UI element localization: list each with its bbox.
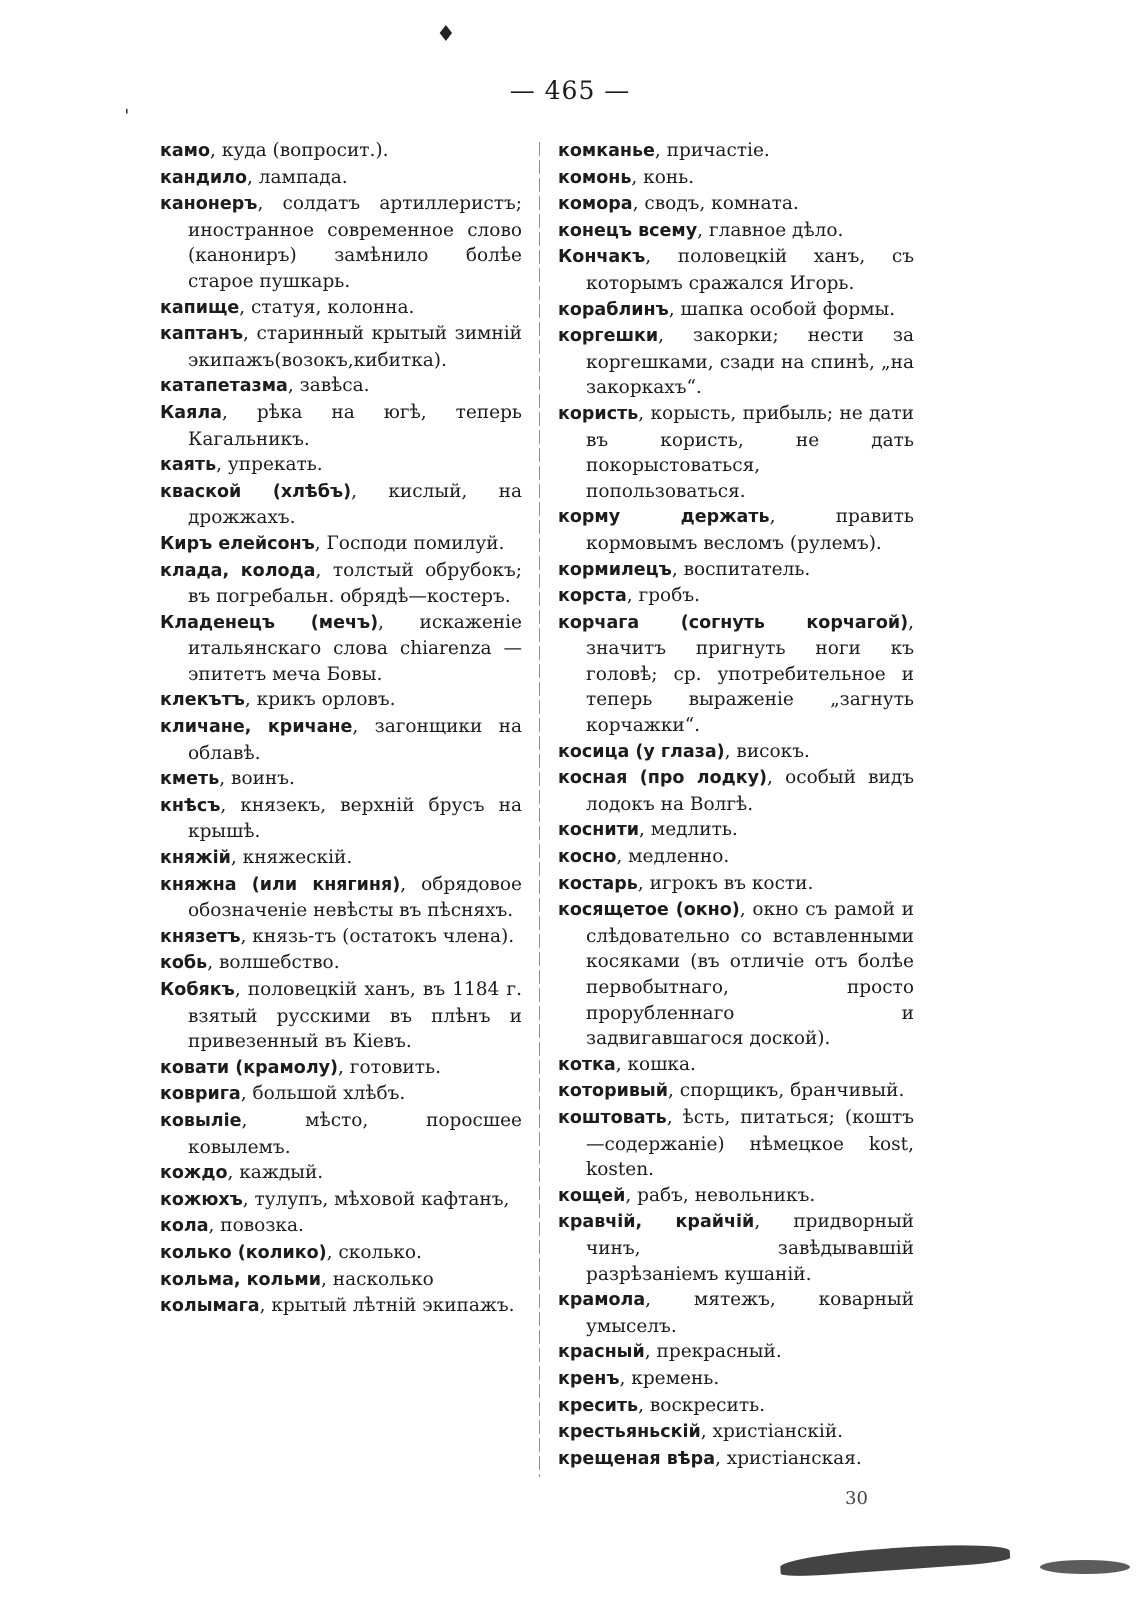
- entry-headword: клекътъ: [160, 690, 245, 711]
- ink-speck: ♦: [436, 22, 456, 47]
- entry-definition: , солдатъ артиллеристъ; иностранное современное слово (канониръ) замѣнило болѣе старое пушкарь.: [188, 193, 522, 292]
- dictionary-entry: [558, 1078, 914, 1105]
- entry-definition: , тулупъ, мѣховой кафтанъ,: [242, 1188, 510, 1210]
- entry-headword: косящетое (окно): [558, 900, 740, 921]
- dictionary-entry: [160, 452, 522, 479]
- dictionary-entry: [160, 1240, 522, 1267]
- entry-definition: , завѣса.: [287, 375, 370, 397]
- dictionary-entry: [160, 977, 522, 1055]
- entry-headword: кола: [160, 1216, 209, 1237]
- entry-definition: , христіанская.: [715, 1447, 862, 1469]
- entry-headword: конецъ всему: [558, 220, 698, 241]
- entry-definition: , воинъ.: [219, 768, 295, 790]
- entry-headword: красный: [558, 1342, 645, 1363]
- dictionary-entry: [160, 531, 522, 558]
- entry-headword: князетъ: [160, 926, 241, 947]
- dictionary-entry: [160, 714, 522, 766]
- dictionary-entry: [160, 950, 522, 977]
- page-number: — 465 —: [509, 76, 631, 105]
- entry-headword: костарь: [558, 873, 638, 894]
- entry-definition: , половецкій ханъ, съ которымъ сражался Игорь.: [586, 246, 914, 294]
- entry-headword: коврига: [160, 1084, 241, 1105]
- dictionary-entry: [558, 557, 914, 584]
- entry-definition: , князекъ, верхній брусъ на крышѣ.: [188, 794, 522, 843]
- entry-headword: кандило: [160, 167, 248, 188]
- dictionary-entry: [160, 766, 522, 793]
- entry-definition: , корысть, прибыль; не дати въ користь, не дать покорыстоваться, попользоваться.: [586, 402, 914, 502]
- entry-definition: , окно съ рамой и слѣдовательно со вставленными косяками (въ отличіе отъ болѣе первобытнаго, просто прорубленнаго и задвигавшагося доской).: [586, 899, 914, 1050]
- entry-headword: каптанъ: [160, 324, 243, 345]
- entry-definition: , шапка особой формы.: [668, 298, 896, 320]
- dictionary-entry: [160, 479, 522, 531]
- dictionary-entry: [558, 1393, 914, 1420]
- entry-definition: , воскресить.: [638, 1394, 766, 1416]
- entry-definition: , кремень.: [619, 1367, 720, 1389]
- entry-headword: ковыліе: [160, 1110, 242, 1131]
- entry-headword: канонеръ: [160, 194, 258, 215]
- entry-headword: камо: [160, 141, 211, 161]
- entry-definition: , княжескій.: [230, 847, 353, 869]
- entry-headword: капище: [160, 297, 240, 318]
- entry-headword: кнѣсъ: [160, 795, 221, 816]
- entry-headword: княжій: [160, 848, 231, 869]
- dictionary-entry: [160, 793, 522, 845]
- dictionary-entry: [160, 1187, 522, 1214]
- dictionary-entry: [558, 401, 914, 504]
- entry-headword: комканье: [558, 141, 655, 161]
- dictionary-entry: [558, 817, 914, 844]
- entry-definition: , загонщики на облавѣ.: [188, 716, 522, 764]
- dictionary-entry: [558, 138, 914, 165]
- entry-definition: , ѣсть, питаться; (коштъ—содержаніе) нѣмецкое kost, kosten.: [586, 1106, 914, 1181]
- entry-definition: , князь-тъ (остатокъ члена).: [240, 925, 515, 947]
- entry-definition: , причастіе.: [654, 140, 770, 161]
- dictionary-entry: [160, 1081, 522, 1108]
- dictionary-entry: [558, 504, 914, 556]
- entry-headword: кличане, кричане: [160, 717, 353, 738]
- dictionary-entry: [558, 165, 914, 192]
- dictionary-entry: [558, 1287, 914, 1339]
- dictionary-entry: [558, 297, 914, 324]
- dictionary-entry: [160, 138, 522, 165]
- dictionary-entry: [558, 765, 914, 817]
- dictionary-entry: [160, 924, 522, 951]
- entry-headword: Киръ елейсонъ: [160, 533, 315, 554]
- entry-definition: , большой хлѣбъ.: [240, 1083, 406, 1105]
- scan-smudge: [780, 1540, 1011, 1578]
- entry-definition: , насколько: [321, 1268, 434, 1290]
- entry-definition: , закорки; нести за коргешками, сзади на спинѣ, „на закоркахъ“.: [586, 325, 914, 399]
- entry-headword: крамола: [558, 1290, 646, 1311]
- entry-headword: Кобякъ: [160, 980, 235, 1000]
- dictionary-entry: [558, 1366, 914, 1393]
- entry-headword: кравчій, крайчій: [558, 1212, 755, 1233]
- entry-headword: корста: [558, 586, 627, 607]
- entry-headword: Кончакъ: [558, 247, 646, 268]
- dictionary-entry: [160, 373, 522, 400]
- dictionary-entry: [160, 400, 522, 452]
- dictionary-entry: [558, 1105, 914, 1183]
- entry-definition: , половецкій ханъ, въ 1184 г. взятый русскими въ плѣнъ и привезенный въ Кіевъ.: [188, 979, 522, 1053]
- entry-headword: которивый: [558, 1081, 669, 1102]
- dictionary-entry: [558, 191, 914, 218]
- entry-definition: , каждый.: [227, 1162, 324, 1184]
- entry-definition: , готовить.: [338, 1056, 441, 1078]
- dictionary-entry: [160, 1055, 522, 1082]
- entry-definition: , старинный крытый зимній экипажъ(возокъ,кибитка).: [188, 323, 522, 371]
- scan-smudge: [1040, 1560, 1130, 1574]
- entry-headword: користь: [558, 403, 639, 424]
- entry-definition: , конь.: [631, 166, 695, 188]
- entry-headword: комонь: [558, 167, 632, 188]
- entry-definition: , високъ.: [724, 740, 810, 762]
- entry-definition: , воспитатель.: [671, 558, 811, 580]
- entry-definition: , править кормовымъ весломъ (рулемъ).: [586, 506, 914, 554]
- entry-definition: , медленно.: [616, 846, 730, 868]
- entry-definition: , игрокъ въ кости.: [637, 872, 814, 894]
- entry-headword: кваской (хлѣбъ): [160, 481, 352, 502]
- entry-definition: , повозка.: [208, 1215, 304, 1237]
- entry-headword: колько (колико): [160, 1242, 327, 1263]
- entry-headword: коргешки: [558, 326, 659, 347]
- entry-definition: , крикъ орловъ.: [244, 689, 396, 711]
- entry-headword: корму держать: [558, 507, 770, 528]
- dictionary-entry: [160, 558, 522, 610]
- entry-headword: кожюхъ: [160, 1189, 243, 1210]
- entry-definition: , статуя, колонна.: [239, 296, 415, 318]
- dictionary-entry: [160, 1160, 522, 1187]
- entry-definition: , главное дѣло.: [697, 219, 844, 241]
- dictionary-entry: [160, 687, 522, 714]
- entry-headword: корчага (согнуть корчагой): [558, 612, 909, 633]
- dictionary-entry: [558, 739, 914, 766]
- dictionary-entry: [160, 1213, 522, 1240]
- dictionary-entry: [160, 1108, 522, 1160]
- dictionary-entry: [558, 1419, 914, 1446]
- dictionary-entry: [558, 1446, 914, 1473]
- entry-definition: , мѣсто, поросшее ковылемъ.: [188, 1109, 522, 1158]
- dictionary-entry: [160, 321, 522, 373]
- entry-definition: , придворный чинъ, завѣдывавшій разрѣзаніемъ кушаній.: [586, 1211, 914, 1285]
- dictionary-entry: [558, 323, 914, 401]
- entry-headword: крещеная вѣра: [558, 1448, 716, 1469]
- entry-definition: , христіанскій.: [700, 1421, 844, 1443]
- entry-headword: котка: [558, 1054, 616, 1075]
- entry-headword: Кладенецъ (мечъ): [160, 612, 379, 633]
- dictionary-entry: [558, 1052, 914, 1079]
- entry-headword: кресить: [558, 1395, 639, 1416]
- entry-definition: , рабъ, невольникъ.: [625, 1184, 816, 1206]
- entry-headword: кораблинъ: [558, 299, 669, 320]
- dictionary-entry: [160, 610, 522, 688]
- entry-definition: , куда (вопросит.).: [210, 140, 389, 161]
- dictionary-entry: [558, 1339, 914, 1366]
- dictionary-entry: [160, 872, 522, 924]
- column-divider: [539, 142, 540, 1477]
- entry-headword: Каяла: [160, 402, 222, 423]
- entry-headword: кобь: [160, 953, 208, 974]
- entry-definition: , искаженіе итальянскаго слова chiarenza —эпитетъ меча Бовы.: [188, 611, 522, 685]
- left-column: [160, 138, 522, 1320]
- dictionary-entry: [160, 165, 522, 192]
- entry-headword: княжна (или княгиня): [160, 874, 401, 895]
- dictionary-entry: [558, 844, 914, 871]
- entry-headword: кождо: [160, 1163, 228, 1184]
- entry-definition: , обрядовое обозначеніе невѣсты въ пѣсняхъ.: [188, 873, 522, 922]
- dictionary-entry: [558, 610, 914, 739]
- entry-definition: , гробъ.: [626, 585, 700, 607]
- entry-headword: коснити: [558, 820, 640, 841]
- dictionary-entry: [160, 295, 522, 322]
- entry-headword: кметь: [160, 769, 220, 790]
- entry-definition: , лампада.: [247, 166, 348, 188]
- dictionary-entry: [558, 244, 914, 296]
- dictionary-entry: [558, 871, 914, 898]
- dictionary-entry: [160, 845, 522, 872]
- entry-headword: коштовать: [558, 1107, 667, 1128]
- entry-definition: , кошка.: [615, 1053, 696, 1075]
- entry-headword: колымага: [160, 1296, 260, 1317]
- entry-definition: , мятежъ, коварный умыселъ.: [586, 1289, 914, 1337]
- entry-definition: , прекрасный.: [644, 1341, 782, 1363]
- dictionary-entry: [160, 1267, 522, 1294]
- entry-definition: , волшебство.: [207, 952, 340, 974]
- entry-headword: косная (про лодку): [558, 768, 768, 789]
- entry-headword: катапетазма: [160, 376, 288, 397]
- signature-mark: 30: [845, 1488, 868, 1509]
- entry-definition: , толстый обрубокъ; въ погребальн. обрядѣ—костеръ.: [188, 559, 523, 608]
- dictionary-entry: [558, 1183, 914, 1210]
- entry-definition: , упрекать.: [216, 454, 323, 476]
- entry-definition: , значитъ пригнуть ноги къ головѣ; ср. употребительное и теперь выраженіе „загнуть корчажки“.: [586, 611, 914, 737]
- entry-headword: кощей: [558, 1185, 626, 1206]
- dictionary-entry: [160, 191, 522, 294]
- dictionary-entry: [558, 1209, 914, 1287]
- entry-headword: косица (у глаза): [558, 741, 725, 762]
- entry-definition: , сводъ, комната.: [632, 193, 799, 215]
- entry-headword: клада, колода: [160, 560, 316, 581]
- ink-speck: ˌ: [124, 92, 130, 116]
- entry-headword: ковати (крамолу): [160, 1057, 339, 1078]
- entry-headword: каять: [160, 455, 217, 476]
- dictionary-entry: [558, 897, 914, 1052]
- entry-definition: , кислый, на дрожжахъ.: [188, 480, 522, 529]
- entry-headword: кормилецъ: [558, 559, 672, 580]
- right-column: [558, 138, 914, 1472]
- entry-definition: , особый видъ лодокъ на Волгѣ.: [586, 767, 914, 815]
- entry-definition: , Господи помилуй.: [314, 532, 505, 554]
- entry-headword: кольма, кольми: [160, 1269, 321, 1290]
- entry-definition: , крытый лѣтній экипажъ.: [259, 1295, 515, 1317]
- entry-headword: крестьяньскій: [558, 1422, 701, 1443]
- dictionary-entry: [558, 583, 914, 610]
- entry-headword: кренъ: [558, 1368, 620, 1389]
- entry-definition: , спорщикъ, бранчивый.: [668, 1080, 905, 1102]
- entry-definition: , сколько.: [326, 1241, 422, 1263]
- entry-headword: комора: [558, 194, 633, 215]
- dictionary-entry: [558, 218, 914, 245]
- dictionary-entry: [160, 1293, 522, 1320]
- entry-headword: косно: [558, 847, 617, 868]
- entry-definition: , рѣка на югѣ, теперь Кагальникъ.: [188, 401, 522, 450]
- entry-definition: , медлить.: [639, 819, 738, 841]
